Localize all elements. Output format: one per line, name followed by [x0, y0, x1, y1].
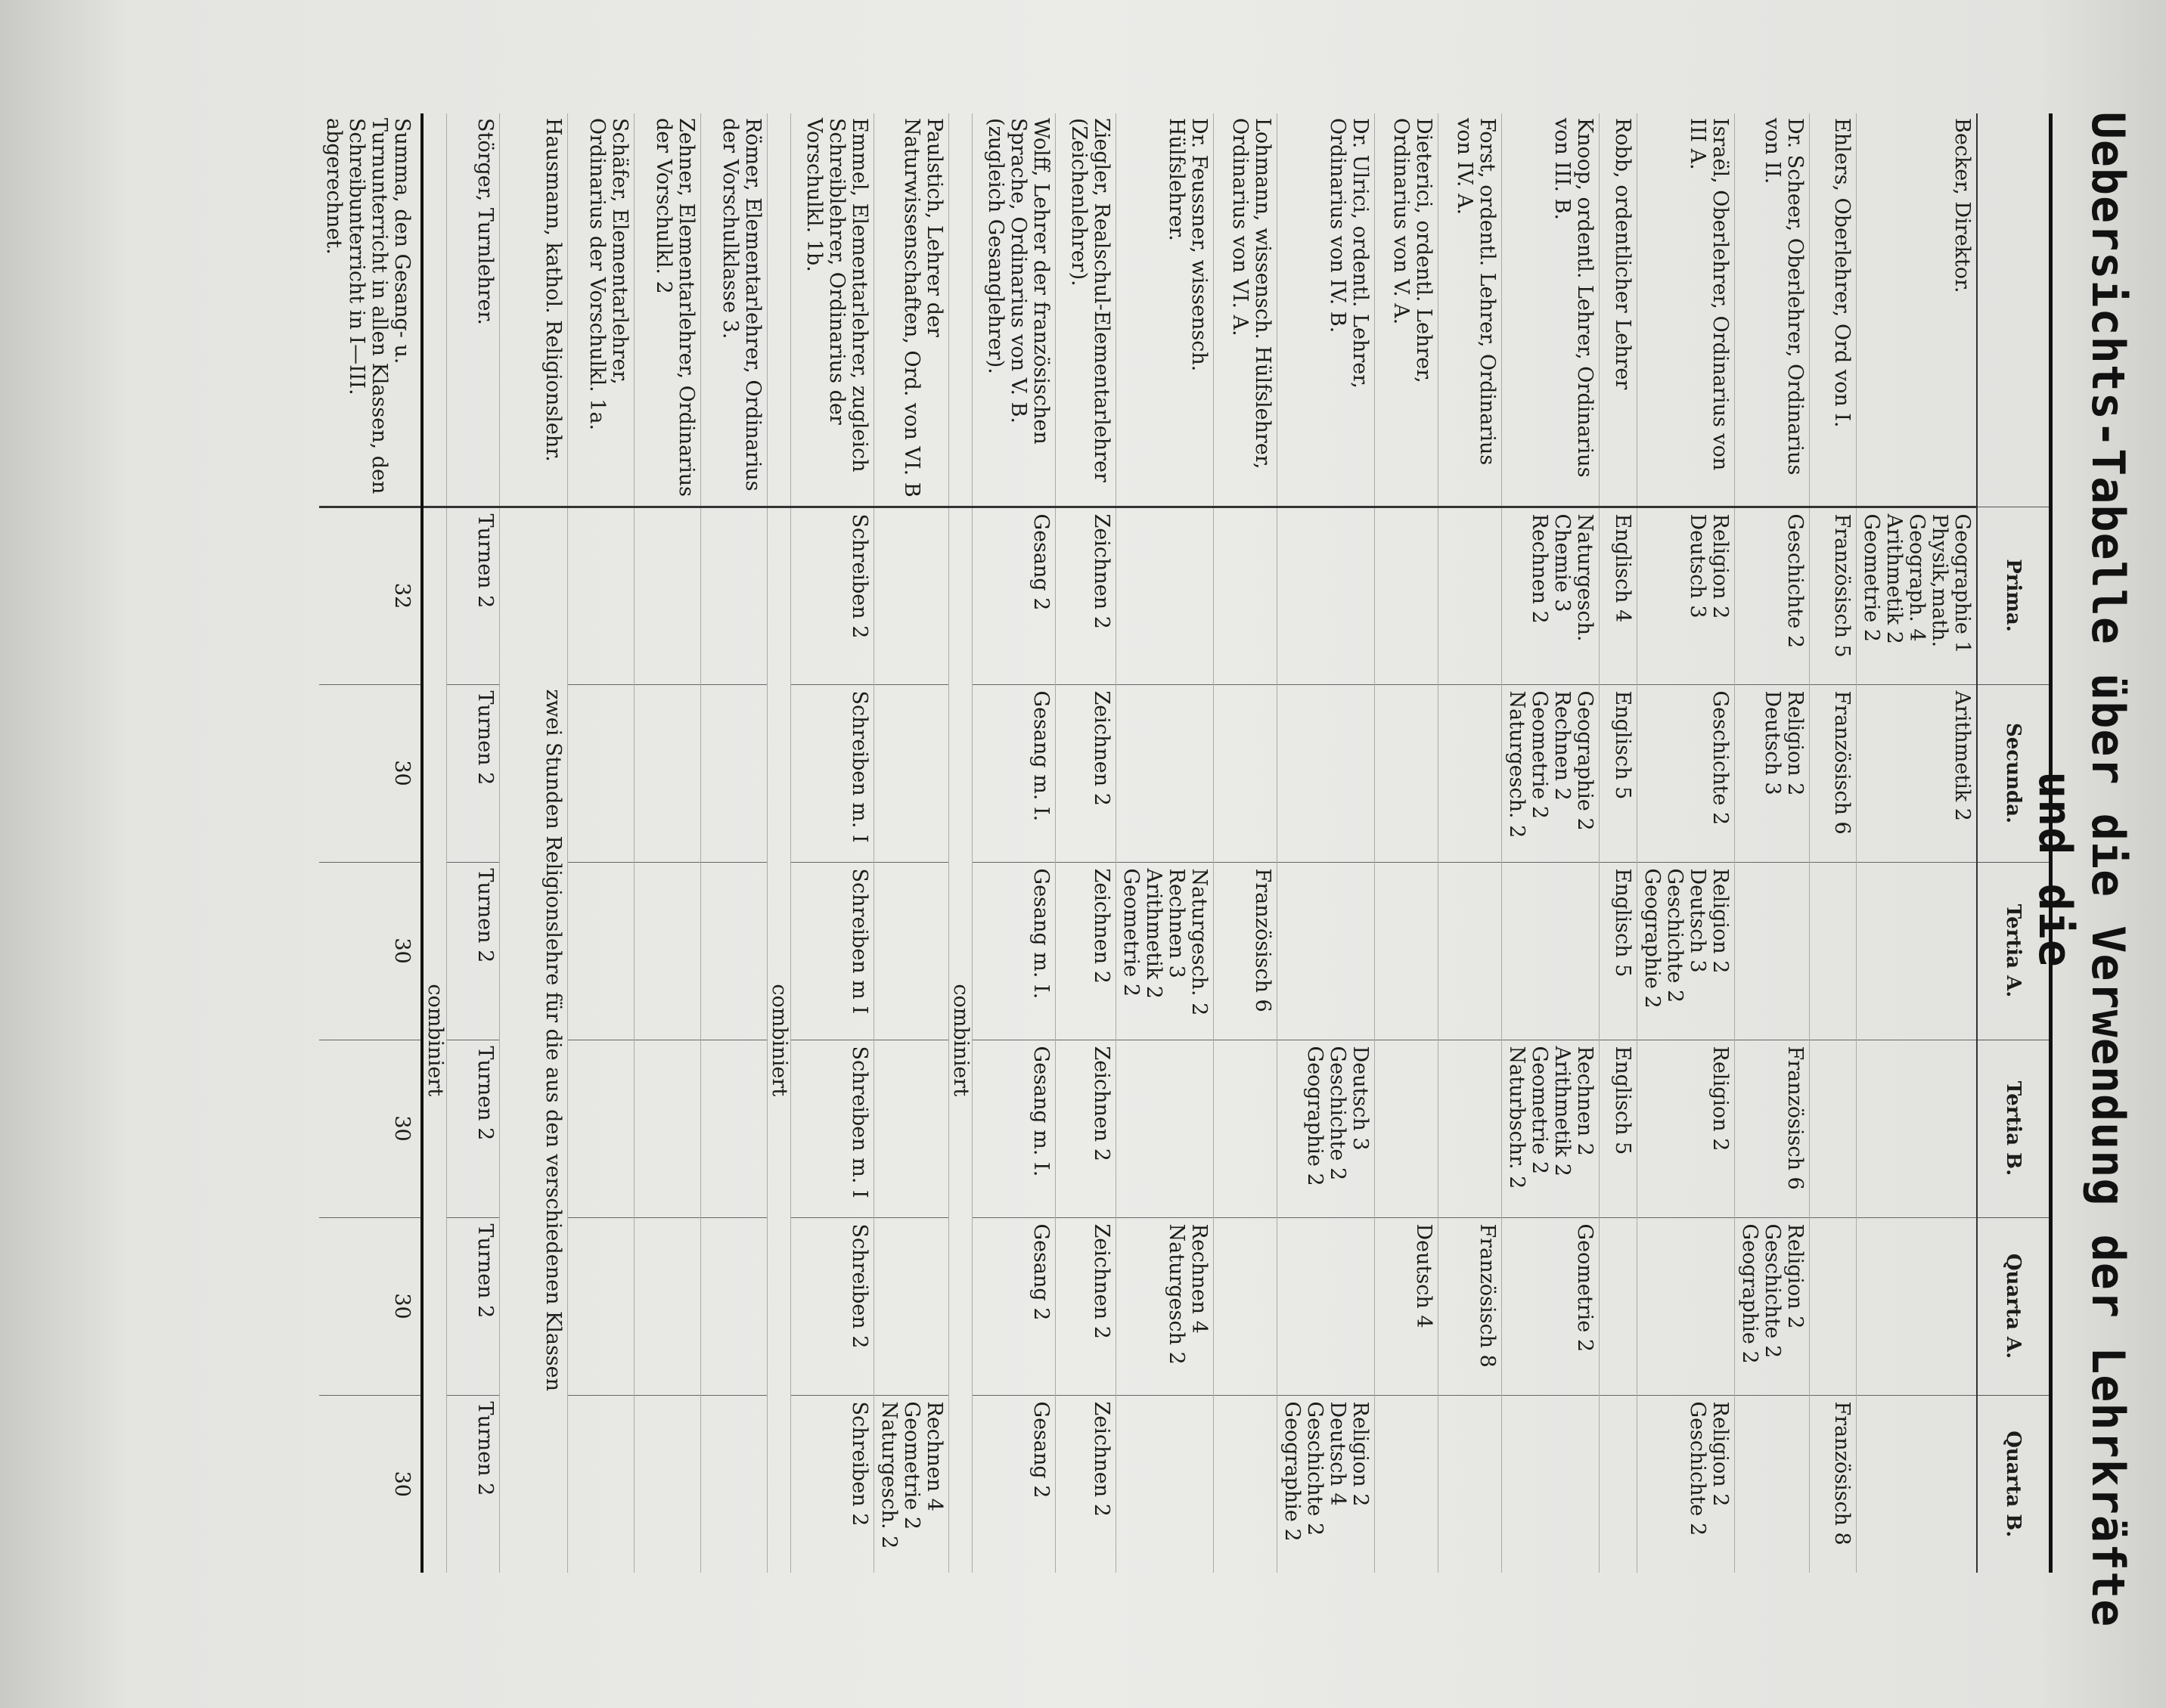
lesson-cell	[1502, 862, 1600, 1040]
column-header: Tertia B.	[1977, 1040, 2051, 1217]
lesson-cell	[1277, 684, 1375, 862]
lesson-cell	[1810, 1040, 1857, 1217]
header-row	[1977, 113, 2051, 1573]
lesson-cell	[635, 862, 701, 1040]
teacher-cell: Robb, ordentlicher Lehrer	[1600, 113, 1637, 507]
lesson-cell	[1735, 1395, 1810, 1573]
lesson-cell	[1214, 507, 1277, 684]
table-row	[1857, 113, 1978, 1573]
teacher-cell: Störger, Turnlehrer.	[447, 113, 500, 507]
lesson-cell	[1116, 684, 1214, 862]
lesson-cell	[1375, 1395, 1438, 1573]
lesson-cell: Französisch 6	[1214, 862, 1277, 1040]
table-body	[319, 113, 1977, 1573]
summary-value: 32	[319, 507, 422, 684]
lesson-cell: Turnen 2	[447, 862, 500, 1040]
lesson-cell: Englisch 4	[1600, 507, 1637, 684]
lesson-cell	[568, 1395, 635, 1573]
column-header: Tertia A.	[1977, 862, 2051, 1040]
table-row	[1502, 113, 1600, 1573]
lesson-cell	[1214, 1395, 1277, 1573]
summary-value: 30	[319, 684, 422, 862]
lesson-cell	[568, 684, 635, 862]
teacher-cell: Dr. Feussner, wissensch. Hülfslehrer.	[1116, 113, 1214, 507]
lesson-cell	[1735, 862, 1810, 1040]
lesson-cell: Arithmetik 2	[1857, 684, 1978, 862]
lesson-cell: Gesang 2	[973, 1217, 1056, 1395]
table-row	[500, 113, 568, 1573]
lesson-cell	[1116, 507, 1214, 684]
empty-cell	[422, 113, 447, 507]
lesson-cell: Rechnen 2 Arithmetik 2 Geometrie 2 Naturbschr. 2	[1502, 1040, 1600, 1217]
lesson-cell	[1214, 1040, 1277, 1217]
lesson-cell	[874, 1040, 949, 1217]
lesson-cell: Turnen 2	[447, 684, 500, 862]
table-row	[973, 113, 1056, 1573]
table-row	[701, 113, 768, 1573]
lesson-cell: Rechnen 4 Geometrie 2 Naturgesch. 2	[874, 1395, 949, 1573]
lesson-cell	[1375, 507, 1438, 684]
lesson-cell	[1277, 507, 1375, 684]
lesson-cell: Französisch 8	[1438, 1217, 1502, 1395]
table-row	[1810, 113, 1857, 1573]
lesson-cell: Gesang m. I.	[973, 684, 1056, 862]
lesson-cell: Religion 2 Deutsch 3	[1735, 684, 1810, 862]
lesson-cell: Naturgesch. 2 Rechnen 3 Arithmetik 2 Geometrie 2	[1116, 862, 1214, 1040]
lesson-cell	[1810, 1217, 1857, 1395]
lesson-cell: Turnen 2	[447, 1040, 500, 1217]
lesson-cell	[1857, 1395, 1978, 1573]
lesson-cell: Englisch 5	[1600, 862, 1637, 1040]
lesson-cell: Französisch 6	[1735, 1040, 1810, 1217]
column-header: Quarta B.	[1977, 1395, 2051, 1573]
lesson-cell	[1438, 1395, 1502, 1573]
lesson-cell: Rechnen 4 Naturgesch 2	[1116, 1217, 1214, 1395]
lesson-cell	[1375, 684, 1438, 862]
combined-note: combiniert	[949, 507, 973, 1573]
lesson-cell: Gesang m. I.	[973, 862, 1056, 1040]
lesson-cell	[701, 684, 768, 862]
lesson-cell	[1438, 1040, 1502, 1217]
table-row	[1056, 113, 1116, 1573]
lesson-cell: Schreiben m I	[791, 862, 874, 1040]
lesson-cell	[701, 1040, 768, 1217]
lesson-cell	[1277, 1217, 1375, 1395]
overview-table	[319, 113, 2053, 1573]
table-row	[1277, 113, 1375, 1573]
teacher-cell: Israël, Oberlehrer, Ordinarius von III A.	[1637, 113, 1735, 507]
lesson-cell	[1502, 1395, 1600, 1573]
lesson-cell	[1600, 1395, 1637, 1573]
lesson-cell: Gesang 2	[973, 1395, 1056, 1573]
lesson-cell	[635, 684, 701, 862]
lesson-cell	[1277, 862, 1375, 1040]
teacher-cell: Wolff, Lehrer der französischen Sprache, Ordinarius von V. B. (zugleich Gesanglehrer).	[973, 113, 1056, 507]
teacher-cell: Dr. Ulrici, ordentl. Lehrer, Ordinarius von IV. B.	[1277, 113, 1375, 507]
lesson-cell: Religion 2 Deutsch 4 Geschichte 2 Geographie 2	[1277, 1395, 1375, 1573]
lesson-cell: Geographie 1 Physik,math. Geograph. 4 Arithmetik 2 Geometrie 2	[1857, 507, 1978, 684]
lesson-cell: Zeichnen 2	[1056, 684, 1116, 862]
lesson-cell: Geometrie 2	[1502, 1217, 1600, 1395]
lesson-cell	[568, 1217, 635, 1395]
lesson-cell	[568, 862, 635, 1040]
combined-note: combiniert	[768, 507, 791, 1573]
lesson-cell	[701, 1217, 768, 1395]
lesson-cell: Zeichnen 2	[1056, 862, 1116, 1040]
teacher-cell: Lohmann, wissensch. Hülfslehrer, Ordinarius von VI. A.	[1214, 113, 1277, 507]
table-row	[635, 113, 701, 1573]
lesson-cell	[701, 1395, 768, 1573]
lesson-cell: Zeichnen 2	[1056, 1395, 1116, 1573]
teacher-cell: Dr. Scheer, Oberlehrer, Ordinarius von II.	[1735, 113, 1810, 507]
lesson-cell	[1857, 1040, 1978, 1217]
lesson-cell	[635, 507, 701, 684]
combined-note-row	[768, 113, 791, 1573]
table-row	[1375, 113, 1438, 1573]
column-header: Quarta A.	[1977, 1217, 2051, 1395]
lesson-cell: Schreiben m. I	[791, 684, 874, 862]
lesson-cell: Deutsch 4	[1375, 1217, 1438, 1395]
lesson-cell: Französisch 8	[1810, 1395, 1857, 1573]
page-title: Uebersichts-Tabelle über die Verwendung der Lehrkräfte und die	[2028, 111, 2134, 1628]
lesson-cell	[1857, 862, 1978, 1040]
lesson-cell: Religion 2 Deutsch 3	[1637, 507, 1735, 684]
lesson-cell	[1600, 1217, 1637, 1395]
lesson-cell	[1637, 1217, 1735, 1395]
lesson-cell: Geschichte 2	[1637, 684, 1735, 862]
summary-value: 30	[319, 1395, 422, 1573]
empty-cell	[768, 113, 791, 507]
lesson-cell: Geographie 2 Rechnen 2 Geometrie 2 Naturgesch. 2	[1502, 684, 1600, 862]
lesson-cell: Französisch 6	[1810, 684, 1857, 862]
teacher-cell: Schäfer, Elementarlehrer, Ordinarius der Vorschulkl. 1a.	[568, 113, 635, 507]
lesson-cell: Turnen 2	[447, 1217, 500, 1395]
combined-note: combiniert	[422, 507, 447, 1573]
summary-value: 30	[319, 862, 422, 1040]
lesson-cell	[1810, 862, 1857, 1040]
teacher-cell: Dieterici, ordentl. Lehrer, Ordinarius von V. A.	[1375, 113, 1438, 507]
lesson-cell	[1857, 1217, 1978, 1395]
lesson-cell	[1438, 507, 1502, 684]
summary-value: 30	[319, 1217, 422, 1395]
column-header: Prima.	[1977, 507, 2051, 684]
teacher-cell: Forst, ordentl. Lehrer, Ordinarius von IV. A.	[1438, 113, 1502, 507]
lesson-cell: Naturgesch. Chemie 3 Rechnen 2	[1502, 507, 1600, 684]
lesson-cell	[635, 1217, 701, 1395]
lesson-cell: Religion 2 Geschichte 2 Geographie 2	[1735, 1217, 1810, 1395]
lesson-cell: Gesang 2	[973, 507, 1056, 684]
lesson-cell	[1214, 684, 1277, 862]
teacher-cell: Ehlers, Oberlehrer, Ord von I.	[1810, 113, 1857, 507]
lesson-cell	[701, 507, 768, 684]
lesson-cell: Geschichte 2	[1735, 507, 1810, 684]
teacher-cell: Paulstich, Lehrer der Naturwissenschaften, Ord. von VI. B	[874, 113, 949, 507]
teacher-cell: Becker, Direktor.	[1857, 113, 1978, 507]
table-row	[874, 113, 949, 1573]
lesson-cell	[701, 862, 768, 1040]
lesson-cell: Religion 2 Geschichte 2	[1637, 1395, 1735, 1573]
summary-value: 30	[319, 1040, 422, 1217]
lesson-cell	[1116, 1395, 1214, 1573]
lesson-cell	[1375, 1040, 1438, 1217]
lesson-cell: Religion 2 Deutsch 3 Geschichte 2 Geographie 2	[1637, 862, 1735, 1040]
lesson-cell: Schreiben 2	[791, 1395, 874, 1573]
column-header	[1977, 113, 2051, 507]
lesson-cell	[874, 507, 949, 684]
lesson-cell: Deutsch 3 Geschichte 2 Geographie 2	[1277, 1040, 1375, 1217]
lesson-cell: Turnen 2	[447, 1395, 500, 1573]
lesson-cell: Zeichnen 2	[1056, 1217, 1116, 1395]
lesson-cell: Englisch 5	[1600, 684, 1637, 862]
lesson-cell	[874, 862, 949, 1040]
lesson-cell: Gesang m. I.	[973, 1040, 1056, 1217]
lesson-cell	[874, 684, 949, 862]
lesson-cell: Religion 2	[1637, 1040, 1735, 1217]
lesson-cell: Zeichnen 2	[1056, 507, 1116, 684]
table-row	[1600, 113, 1637, 1573]
teacher-cell: Hausmann, kathol. Religionslehr.	[500, 113, 568, 507]
lesson-cell: Schreiben 2	[791, 507, 874, 684]
table-row	[1214, 113, 1277, 1573]
table-row	[1116, 113, 1214, 1573]
lesson-cell	[568, 507, 635, 684]
lesson-cell: Turnen 2	[447, 507, 500, 684]
lesson-cell: Zeichnen 2	[1056, 1040, 1116, 1217]
table-row	[1637, 113, 1735, 1573]
span-note-cell: zwei Stunden Religionslehre für die aus den verschiedenen Klassen	[500, 507, 568, 1573]
summary-row	[319, 113, 422, 1573]
lesson-cell	[1375, 862, 1438, 1040]
table-header	[1977, 113, 2051, 1573]
lesson-cell: Französisch 5	[1810, 507, 1857, 684]
combined-note-row	[422, 113, 447, 1573]
table-row	[568, 113, 635, 1573]
teacher-cell: Knoop, ordentl. Lehrer, Ordinarius von III. B.	[1502, 113, 1600, 507]
table-row	[1438, 113, 1502, 1573]
lesson-cell	[635, 1395, 701, 1573]
table-row	[447, 113, 500, 1573]
empty-cell	[949, 113, 973, 507]
teacher-cell: Römer, Elementarlehrer, Ordinarius der Vorschulklasse 3.	[701, 113, 768, 507]
summary-label: Summa, den Gesang- u. Turnunterricht in allen Klassen, den Schreibunterricht in I—III. abgerechnet.	[319, 113, 422, 507]
lesson-cell	[1438, 684, 1502, 862]
lesson-cell	[1438, 862, 1502, 1040]
column-header: Secunda.	[1977, 684, 2051, 862]
lesson-cell	[635, 1040, 701, 1217]
teacher-cell: Zehner, Elementarlehrer, Ordinarius der Vorschulkl. 2	[635, 113, 701, 507]
teacher-cell: Emmel, Elementarlehrer, zugleich Schreiblehrer, Ordinarius der Vorschulkl. 1b.	[791, 113, 874, 507]
lesson-cell: Englisch 5	[1600, 1040, 1637, 1217]
lesson-cell	[874, 1217, 949, 1395]
table-row	[791, 113, 874, 1573]
lesson-cell	[1116, 1040, 1214, 1217]
table-row	[1735, 113, 1810, 1573]
lesson-cell	[568, 1040, 635, 1217]
lesson-cell: Schreiben m. I	[791, 1040, 874, 1217]
teacher-cell: Ziegler, Realschul-Elementarlehrer (Zeichenlehrer).	[1056, 113, 1116, 507]
lesson-cell: Schreiben 2	[791, 1217, 874, 1395]
combined-note-row	[949, 113, 973, 1573]
lesson-cell	[1214, 1217, 1277, 1395]
